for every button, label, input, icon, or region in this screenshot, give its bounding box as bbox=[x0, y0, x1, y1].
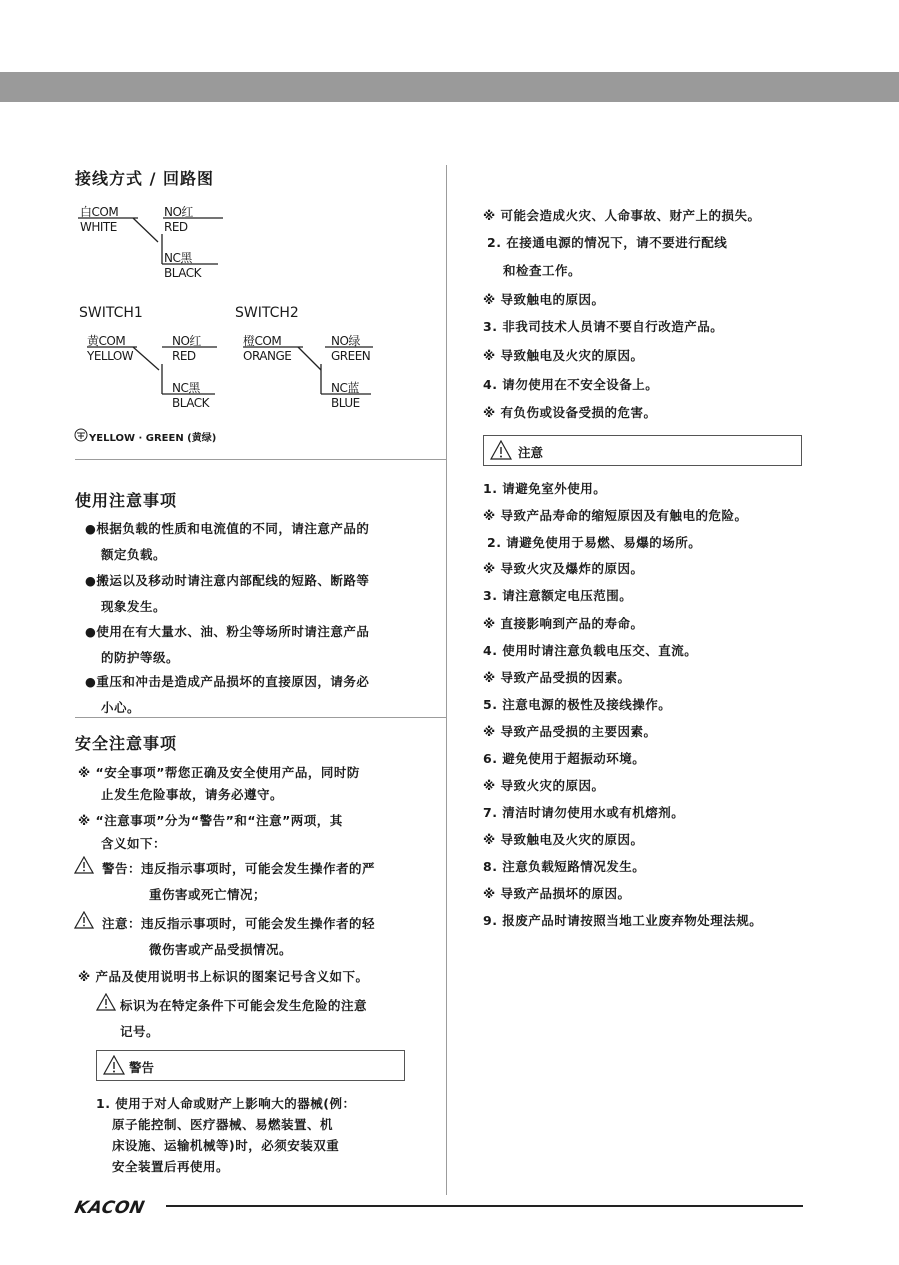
caution-box-label: 注意 bbox=[518, 445, 544, 460]
warning-item-1-line2: 原子能控制、医疗器械、易燃装置、机 bbox=[112, 1117, 334, 1132]
usage-item-2: ●搬运以及移动时请注意内部配线的短路、断路等 bbox=[85, 573, 370, 588]
caution-line-6: ※ 直接影响到产品的寿命。 bbox=[483, 616, 644, 631]
caution-line-11: 6. 避免使用于超振动环境。 bbox=[483, 751, 646, 766]
warning-box-label: 警告 bbox=[129, 1060, 155, 1075]
ground-icon bbox=[74, 428, 88, 442]
section-divider bbox=[75, 717, 447, 718]
caution-line-16: ※ 导致产品损坏的原因。 bbox=[483, 886, 631, 901]
usage-item-4: ●重压和冲击是造成产品损坏的直接原因，请务必 bbox=[85, 674, 370, 689]
caution-line-4: ※ 导致火灾及爆炸的原因。 bbox=[483, 561, 644, 576]
caution-line-15: 8. 注意负载短路情况发生。 bbox=[483, 859, 646, 874]
usage-title: 使用注意事项 bbox=[75, 491, 178, 510]
warning-item-1-line4: 安全装置后再使用。 bbox=[112, 1159, 230, 1174]
caution-line-13: 7. 清洁时请勿使用水或有机熔剂。 bbox=[483, 805, 685, 820]
switch2-no-color: GREEN bbox=[331, 349, 371, 363]
caution-definition-cont: 微伤害或产品受损情况。 bbox=[149, 942, 293, 957]
caution-line-12: ※ 导致火灾的原因。 bbox=[483, 778, 605, 793]
nc-label: NC黑 bbox=[164, 251, 192, 265]
warning-definition-cont: 重伤害或死亡情况； bbox=[149, 887, 267, 902]
caution-symbol-icon bbox=[96, 993, 116, 1011]
column-divider bbox=[446, 165, 447, 1195]
warning-item-1: 1. 使用于对人命或财产上影响大的器械(例： bbox=[96, 1096, 356, 1111]
kacon-logo: KACON bbox=[72, 1198, 147, 1218]
caution-line-9: 5. 注意电源的极性及接线操作。 bbox=[483, 697, 672, 712]
switch1-com: 黄COM bbox=[87, 334, 126, 348]
right-line-7: 4. 请勿使用在不安全设备上。 bbox=[483, 377, 659, 392]
com-color: WHITE bbox=[80, 220, 117, 234]
caution-line-3: 2. 请避免使用于易燃、易爆的场所。 bbox=[487, 535, 702, 550]
warning-box bbox=[96, 1050, 405, 1081]
caution-line-1: 1. 请避免室外使用。 bbox=[483, 481, 607, 496]
wiring-diagram bbox=[78, 200, 238, 285]
usage-item-2-cont: 现象发生。 bbox=[101, 599, 167, 614]
caution-line-14: ※ 导致触电及火灾的原因。 bbox=[483, 832, 644, 847]
caution-line-2: ※ 导致产品寿命的缩短原因及有触电的危险。 bbox=[483, 508, 748, 523]
caution-line-10: ※ 导致产品受损的主要因素。 bbox=[483, 724, 657, 739]
usage-item-3-cont: 的防护等级。 bbox=[101, 650, 180, 665]
header-bar bbox=[0, 72, 899, 102]
wiring-title: 接线方式 / 回路图 bbox=[75, 169, 214, 188]
caution-line-5: 3. 请注意额定电压范围。 bbox=[483, 588, 633, 603]
warning-item-1-line3: 床设施、运输机械等)时，必须安装双重 bbox=[112, 1138, 340, 1153]
caution-box-icon bbox=[490, 440, 512, 460]
safety-title: 安全注意事项 bbox=[75, 734, 178, 753]
nc-color: BLACK bbox=[164, 266, 201, 280]
switch1-title: SWITCH1 bbox=[79, 305, 143, 321]
safety-note-1: ※ “安全事项”帮您正确及安全使用产品，同时防 bbox=[78, 765, 360, 780]
right-line-1: ※ 可能会造成火灾、人命事故、财产上的损失。 bbox=[483, 208, 761, 223]
switch1-com-color: YELLOW bbox=[87, 349, 134, 363]
warning-box-icon bbox=[103, 1055, 125, 1075]
right-line-5: 3. 非我司技术人员请不要自行改造产品。 bbox=[483, 319, 724, 334]
switch2-nc: NC蓝 bbox=[331, 381, 359, 395]
switch1-no: NO红 bbox=[172, 334, 201, 348]
right-line-2: 2. 在接通电源的情况下，请不要进行配线 bbox=[487, 235, 728, 250]
switch1-diagram bbox=[87, 330, 237, 415]
switch2-com: 橙COM bbox=[243, 334, 282, 348]
right-line-3: 和检查工作。 bbox=[503, 263, 582, 278]
safety-note-2-cont: 含义如下： bbox=[101, 836, 167, 851]
no-color: RED bbox=[164, 220, 188, 234]
right-line-6: ※ 导致触电及火灾的原因。 bbox=[483, 348, 644, 363]
caution-icon bbox=[74, 911, 94, 929]
switch1-no-color: RED bbox=[172, 349, 196, 363]
caution-box bbox=[483, 435, 802, 466]
right-line-4: ※ 导致触电的原因。 bbox=[483, 292, 605, 307]
symbol-note: ※ 产品及使用说明书上标识的图案记号含义如下。 bbox=[78, 969, 369, 984]
usage-item-1: ●根据负载的性质和电流值的不同，请注意产品的 bbox=[85, 521, 370, 536]
com-label: 白COM bbox=[80, 205, 119, 219]
switch1-nc-color: BLACK bbox=[172, 396, 209, 410]
caution-line-8: ※ 导致产品受损的因素。 bbox=[483, 670, 631, 685]
symbol-description-cont: 记号。 bbox=[120, 1024, 160, 1039]
caution-line-7: 4. 使用时请注意负载电压交、直流。 bbox=[483, 643, 698, 658]
footer-rule bbox=[166, 1205, 803, 1207]
switch1-nc: NC黑 bbox=[172, 381, 200, 395]
switch2-title: SWITCH2 bbox=[235, 305, 299, 321]
switch2-com-color: ORANGE bbox=[243, 349, 292, 363]
safety-note-1-cont: 止发生危险事故，请务必遵守。 bbox=[101, 787, 284, 802]
caution-line-17: 9. 报废产品时请按照当地工业废弃物处理法规。 bbox=[483, 913, 763, 928]
usage-item-4-cont: 小心。 bbox=[101, 700, 141, 715]
caution-definition: 注意：违反指示事项时，可能会发生操作者的轻 bbox=[102, 916, 376, 931]
right-line-8: ※ 有负伤或设备受损的危害。 bbox=[483, 405, 657, 420]
switch2-no: NO绿 bbox=[331, 334, 360, 348]
switch2-nc-color: BLUE bbox=[331, 396, 360, 410]
section-divider bbox=[75, 459, 447, 460]
usage-item-3: ●使用在有大量水、油、粉尘等场所时请注意产品 bbox=[85, 624, 370, 639]
usage-item-1-cont: 额定负载。 bbox=[101, 547, 167, 562]
warning-icon bbox=[74, 856, 94, 874]
warning-definition: 警告：违反指示事项时，可能会发生操作者的严 bbox=[102, 861, 376, 876]
no-label: NO红 bbox=[164, 205, 193, 219]
ground-label: YELLOW · GREEN (黄绿) bbox=[89, 433, 217, 444]
switch2-diagram bbox=[243, 330, 393, 415]
symbol-description: 标识为在特定条件下可能会发生危险的注意 bbox=[120, 998, 368, 1013]
safety-note-2: ※ “注意事项”分为“警告”和“注意”两项，其 bbox=[78, 813, 343, 828]
